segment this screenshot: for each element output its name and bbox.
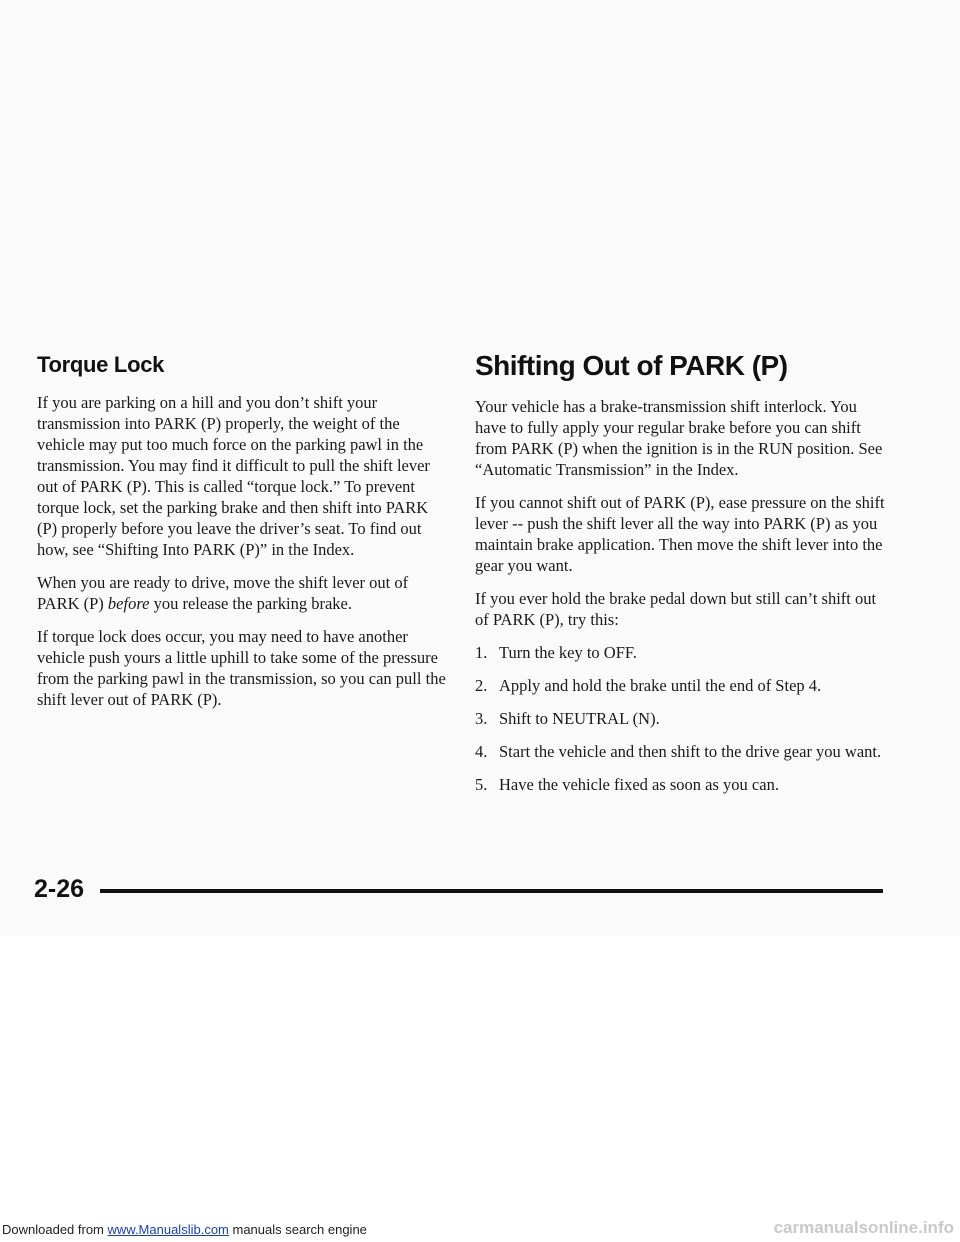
shifting-out-paragraph-1: Your vehicle has a brake-transmission shift interlock. You have to fully apply your regular brake before you can shift from PARK (P) when the ignition is in the RUN position. See “Automatic Transmission” in the Index. xyxy=(475,397,883,479)
download-banner xyxy=(2,1222,367,1237)
list-item xyxy=(475,708,885,729)
footer-divider xyxy=(100,889,883,893)
step-text: Start the vehicle and then shift to the drive gear you want. xyxy=(499,742,882,761)
list-item xyxy=(475,774,885,795)
torque-lock-paragraph-3: If torque lock does occur, you may need to have another vehicle push yours a little uphill to take some of the pressure from the parking pawl in the transmission, so you can pull the shift lever out of PARK (P). xyxy=(37,627,446,709)
steps-list xyxy=(475,642,885,795)
step-text: Turn the key to OFF. xyxy=(499,643,637,662)
p2-after-text: you release the parking brake. xyxy=(149,594,352,613)
shifting-out-section xyxy=(475,350,885,807)
step-number: 4. xyxy=(475,742,488,761)
torque-lock-section xyxy=(37,352,447,722)
list-item xyxy=(475,642,885,663)
list-item xyxy=(475,741,885,762)
torque-lock-heading: Torque Lock xyxy=(37,352,165,377)
torque-lock-paragraph-2 xyxy=(37,572,447,614)
step-text: Apply and hold the brake until the end of Step 4. xyxy=(499,676,822,695)
banner-prefix: Downloaded from xyxy=(2,1222,108,1237)
step-text: Shift to NEUTRAL (N). xyxy=(499,709,660,728)
shifting-out-paragraph-2: If you cannot shift out of PARK (P), ease pressure on the shift lever -- push the shift lever all the way into PARK (P) as you maintain brake application. Then move the shift lever into the gear you want. xyxy=(475,493,885,575)
banner-suffix: manuals search engine xyxy=(228,1222,367,1237)
torque-lock-paragraph-1: If you are parking on a hill and you don’t shift your transmission into PARK (P) properly, the weight of the vehicle may put too much force on the parking pawl in the transmission. You may find it difficult to pull the shift lever out of PARK (P). This is called “torque lock.” To prevent torque lock, set the parking brake and then shift into PARK (P) properly before you leave the driver’s seat. To find out how, see “Shifting Into PARK (P)” in the Index. xyxy=(37,393,430,559)
watermark-text: carmanualsonline.info xyxy=(773,1218,954,1237)
shifting-out-paragraph-3: If you ever hold the brake pedal down but still can’t shift out of PARK (P), try this: xyxy=(475,589,877,629)
step-number: 5. xyxy=(475,775,488,794)
step-number: 2. xyxy=(475,676,488,695)
p2-before-text: When you are ready to drive, move the shift lever out of PARK (P) xyxy=(37,573,409,613)
step-text: Have the vehicle fixed as soon as you can. xyxy=(499,775,779,794)
page-number: 2-26 xyxy=(34,875,85,903)
manualslib-link[interactable]: www.Manualslib.com xyxy=(107,1222,229,1237)
step-number: 3. xyxy=(475,709,488,728)
list-item xyxy=(475,675,885,696)
step-number: 1. xyxy=(475,643,488,662)
shifting-out-heading: Shifting Out of PARK (P) xyxy=(475,350,788,381)
p2-emphasis: before xyxy=(107,594,150,613)
